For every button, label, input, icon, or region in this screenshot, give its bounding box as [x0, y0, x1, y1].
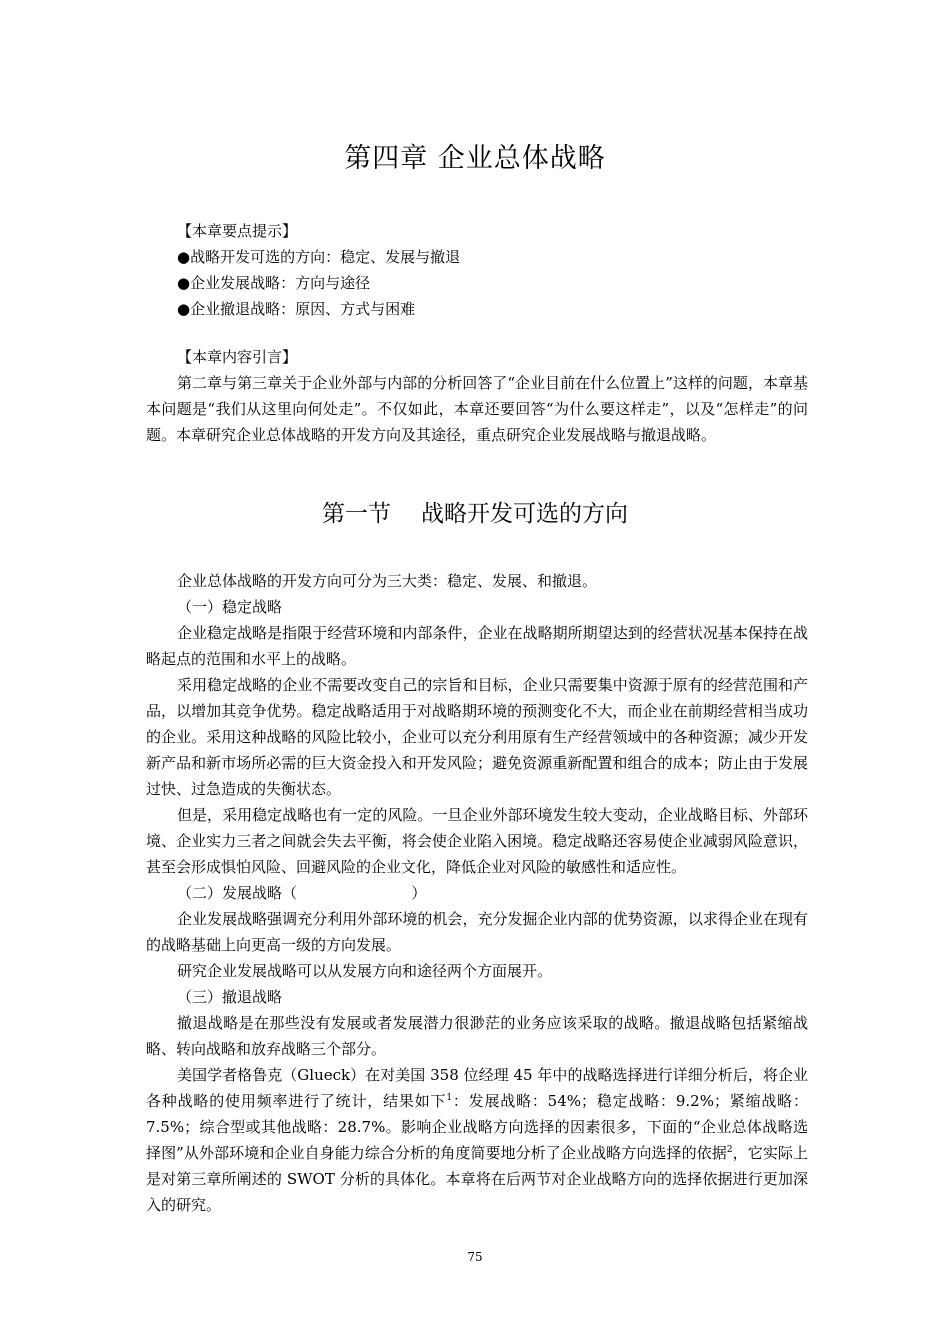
- text-run: ，它实际上是对第三章所阐述的 SWOT 分析的具体化。本章将在后两节对企业战略方向的选择依据进行更加深入的研究。: [146, 1144, 808, 1214]
- paragraph: 企业稳定战略是指限于经营环境和内部条件，企业在战略期所期望达到的经营状况基本保持在战略起点的范围和水平上的战略。: [146, 624, 808, 668]
- key-point-item: ●企业撤退战略：原因、方式与困难: [177, 300, 416, 318]
- intro-heading: 【本章内容引言】: [177, 348, 298, 366]
- text-run: ：发展战略：54%；稳定战略：9.2%；紧缩战略：7.5%；综合型或其他战略：28.7%。影响企业战略方向选择的因素很多，下面的“企业总体战略选择图”从外部环境和企业自身能力综合分析的角度简要地分析了企业战略方向选择的依据: [146, 1092, 808, 1162]
- paragraph: 采用稳定战略的企业不需要改变自己的宗旨和目标，企业只需要集中资源于原有的经营范围和产品，以增加其竞争优势。稳定战略适用于对战略期环境的预测变化不大，而企业在前期经营相当成功的企业。采用这种战略的风险比较小，企业可以充分利用原有生产经营领域中的各种资源；减少开发新产品和新市场所必需的巨大资金投入和开发风险；避免资源重新配置和组合的成本；防止由于发展过快、过急造成的失衡状态。: [146, 676, 808, 798]
- text-run: 美国学者格鲁克（Glueck）在对美国 358 位经理 45 年中的战略选择进行详细分析后，将企业各种战略的使用频率进行了统计，结果如下: [146, 1066, 808, 1110]
- page-number: 75: [467, 1250, 483, 1264]
- paragraph: 撤退战略是在那些没有发展或者发展潜力很渺茫的业务应该采取的战略。撤退战略包括紧缩战略、转向战略和放弃战略三个部分。: [146, 1014, 808, 1058]
- paragraph-glueck: [146, 1062, 808, 1218]
- chapter-title: 第四章 企业总体战略: [344, 143, 606, 174]
- paragraph: 企业总体战略的开发方向可分为三大类：稳定、发展、和撤退。: [177, 572, 598, 590]
- intro-paragraph: 第二章与第三章关于企业外部与内部的分析回答了“企业目前在什么位置上”这样的问题，本章基本问题是“我们从这里向何处走”。不仅如此，本章还要回答“为什么要这样走”，以及“怎样走”的问题。本章研究企业总体战略的开发方向及其途径，重点研究企业发展战略与撤退战略。: [146, 374, 808, 444]
- intro: [146, 344, 808, 448]
- footnote-ref[interactable]: 1: [446, 1093, 453, 1103]
- key-point-item: ●企业发展战略：方向与途径: [177, 274, 371, 292]
- key-point-item: ●战略开发可选的方向：稳定、发展与撤退: [177, 248, 461, 266]
- paragraph: 但是，采用稳定战略也有一定的风险。一旦企业外部环境发生较大变动，企业战略目标、外部环境、企业实力三者之间就会失去平衡，将会使企业陷入困境。稳定战略还容易使企业减弱风险意识，甚至会形成惧怕风险、回避风险的企业文化，降低企业对风险的敏感性和适应性。: [146, 806, 808, 876]
- section-body: [146, 568, 808, 1218]
- key-points: [146, 218, 808, 322]
- key-points-heading: 【本章要点提示】: [177, 222, 298, 240]
- section-number: 第一节: [322, 501, 391, 527]
- section-title: [0, 495, 950, 528]
- subheading-retreat: （三）撤退战略: [177, 988, 283, 1006]
- section-name: 战略开发可选的方向: [421, 501, 628, 527]
- subheading-growth: （二）发展战略（ ）: [177, 884, 427, 902]
- paragraph: 研究企业发展战略可以从发展方向和途径两个方面展开。: [177, 962, 553, 980]
- subheading-stable: （一）稳定战略: [177, 598, 283, 616]
- paragraph: 企业发展战略强调充分利用外部环境的机会，充分发掘企业内部的优势资源，以求得企业在现有的战略基础上向更高一级的方向发展。: [146, 910, 808, 954]
- footnote-ref[interactable]: 2: [726, 1145, 733, 1155]
